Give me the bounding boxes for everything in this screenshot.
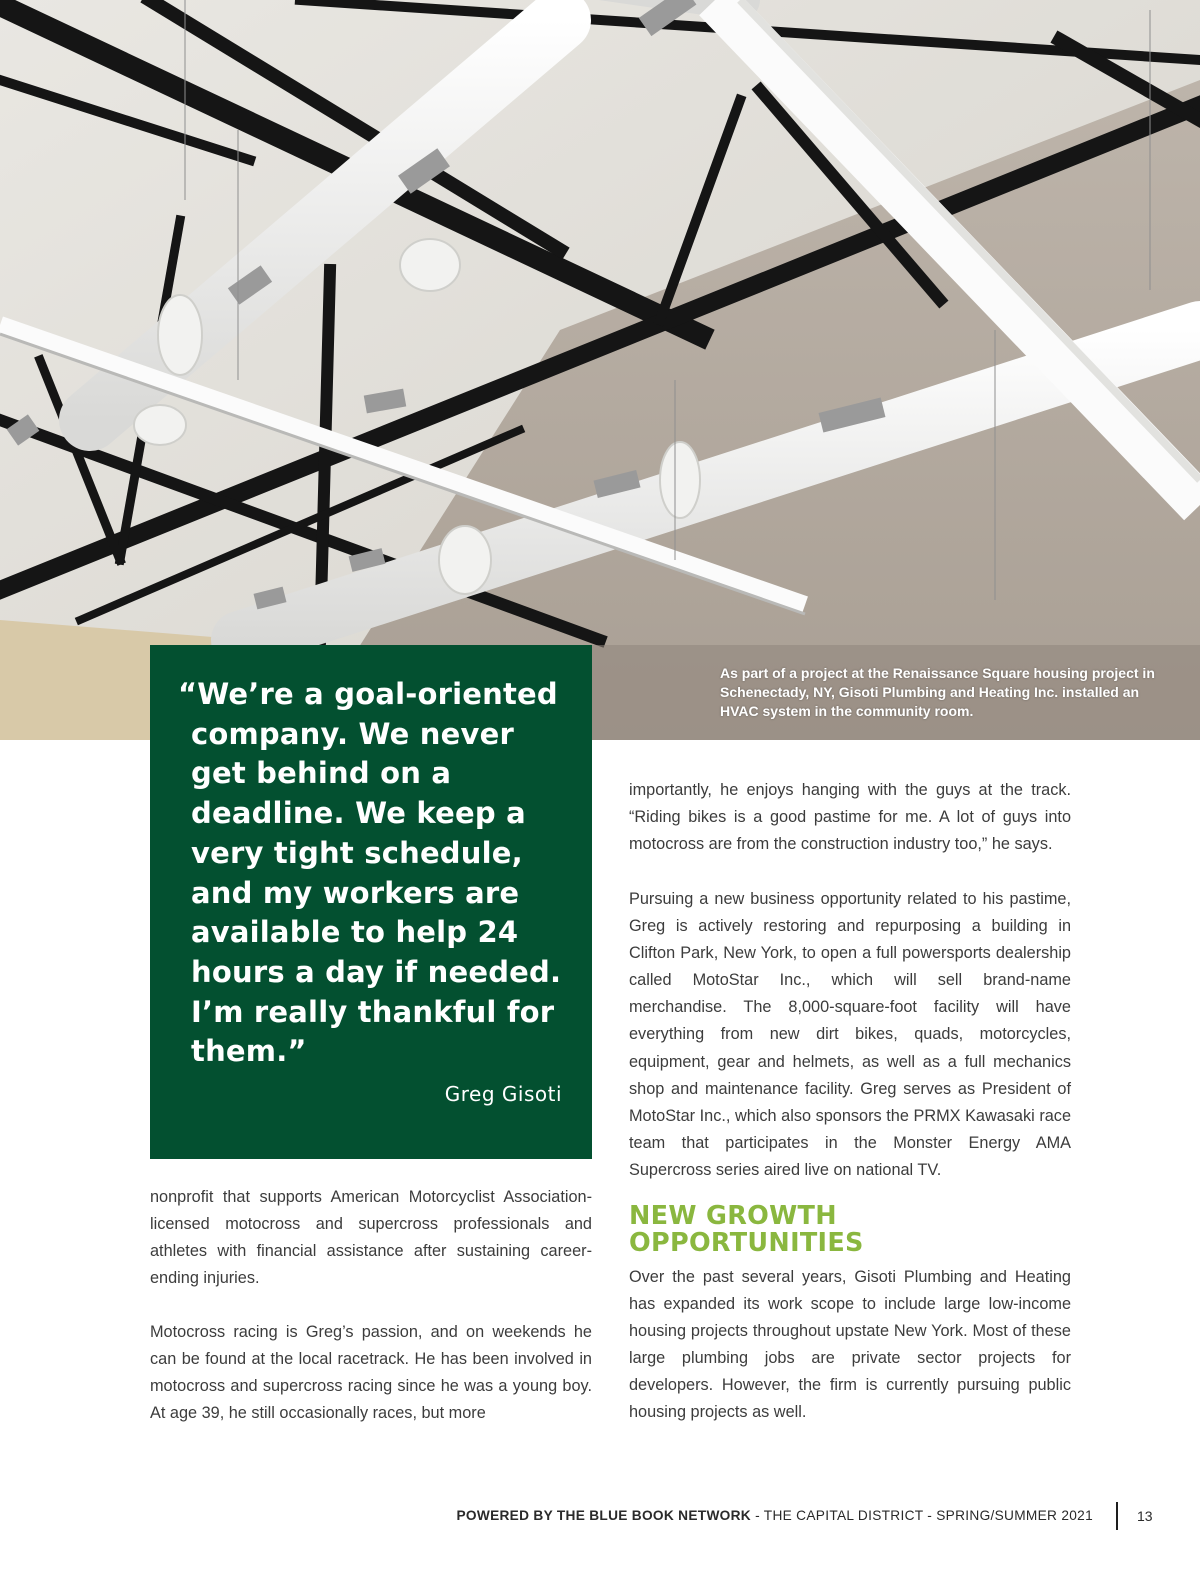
page-footer — [0, 1508, 1093, 1523]
article-paragraph: Pursuing a new business opportunity related to his pastime, Greg is actively restoring and repurposing a building in Clifton Park, New York, to open a full powersports dealership called MotoStar Inc., which will sell brand-name merchandise. The 8,000-square-foot facility will have everything from new dirt bikes, quads, motorcycles, equipment, gear and helmets, as well as a full mechanics shop and maintenance facility. Greg serves as President of MotoStar Inc., which also sponsors the PRMX Kawasaki race team that participates in the Monster Energy AMA Supercross series aired live on national TV. — [629, 890, 1071, 1179]
pull-quote-box — [150, 645, 592, 1159]
article-paragraph: Motocross racing is Greg’s passion, and on weekends he can be found at the local racetrack. He has been involved in motocross and supercross racing since he was a young boy. At age 39, he still occasionally races, but more — [150, 1323, 592, 1423]
page-number: 13 — [1137, 1508, 1153, 1524]
article-paragraph: importantly, he enjoys hanging with the guys at the track. “Riding bikes is a good pastime for me. A lot of guys into motocross are from the construction industry too,” he says. — [629, 781, 1071, 854]
footer-divider — [1116, 1502, 1118, 1530]
section-heading: NEW GROWTH OPPORTUNITIES — [629, 1201, 864, 1258]
footer-publisher: POWERED BY THE BLUE BOOK NETWORK — [456, 1508, 751, 1523]
pull-quote-text: “We’re a goal-oriented company. We never get behind on a deadline. We keep a very tight schedule, and my workers are available to help 24 hours a day if needed. I’m really thankful for them.” — [178, 677, 562, 1069]
article-paragraph: Over the past several years, Gisoti Plumbing and Heating has expanded its work scope to include large low-income housing projects throughout upstate New York. Most of these large plumbing jobs are private sector projects for developers. However, the firm is currently pursuing public housing projects as well. — [629, 1268, 1071, 1422]
pull-quote-author: Greg Gisoti — [444, 1082, 562, 1106]
footer-edition: - THE CAPITAL DISTRICT - SPRING/SUMMER 2021 — [750, 1508, 1093, 1523]
article-paragraph: nonprofit that supports American Motorcyclist Association-licensed motocross and supercross professionals and athletes with financial assistance after sustaining career-ending injuries. — [150, 1188, 592, 1288]
hero-photo — [0, 0, 1200, 740]
photo-caption: As part of a project at the Renaissance Square housing project in Schenectady, NY, Gisoti Plumbing and Heating Inc. installed an HVAC system in the community room. — [720, 665, 1155, 719]
ceiling-photo-illustration — [0, 0, 1200, 740]
